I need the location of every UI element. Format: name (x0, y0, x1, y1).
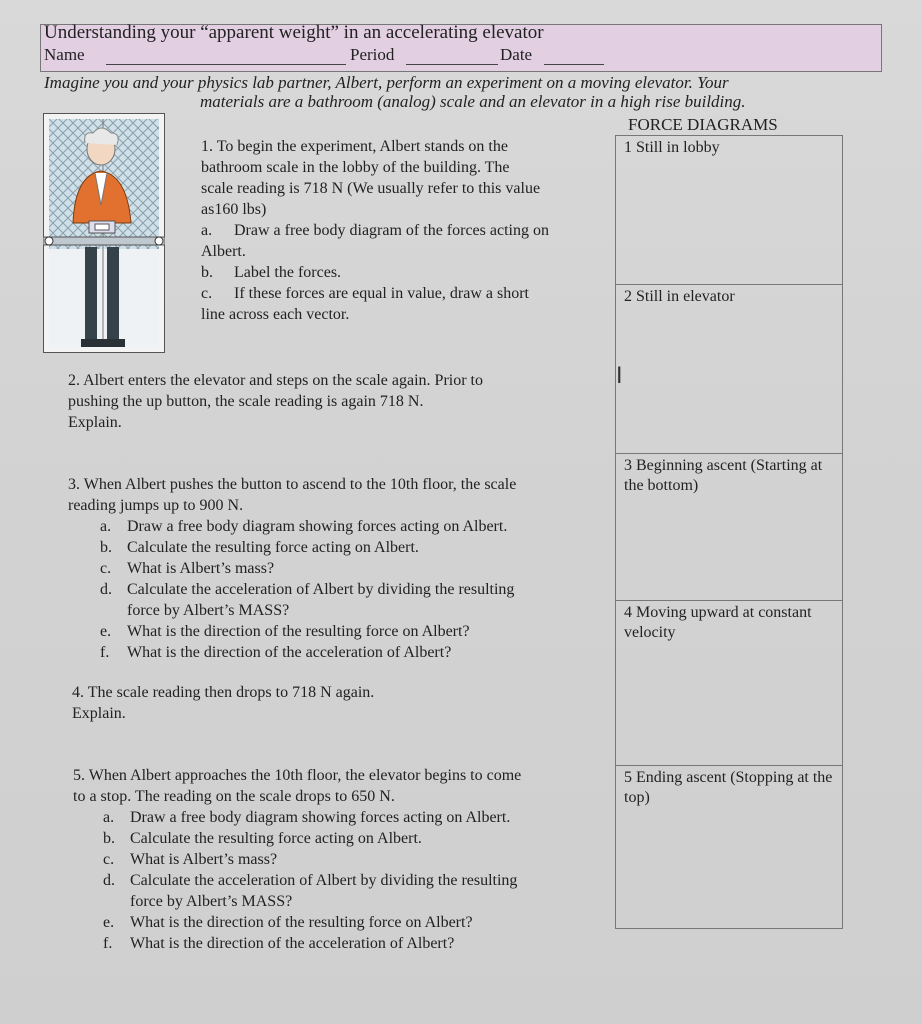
q5-item-d: d. Calculate the acceleration of Albert by dividing the resulting (103, 872, 518, 889)
q1-line: bathroom scale in the lobby of the building. The (201, 159, 510, 176)
q4-line: Explain. (72, 705, 126, 722)
name-label: Name (44, 45, 85, 64)
q1-item-b: b. Label the forces. (201, 264, 342, 281)
q5-line: to a stop. The reading on the scale drops to 650 N. (73, 788, 395, 805)
q4-line: 4. The scale reading then drops to 718 N again. (72, 684, 375, 701)
text-cursor-icon: I (616, 364, 623, 389)
q3-item-d: d. Calculate the acceleration of Albert by dividing the resulting (100, 581, 515, 598)
q1-line: 1. To begin the experiment, Albert stands on the (201, 138, 508, 155)
q3-line: reading jumps up to 900 N. (68, 497, 244, 514)
q5-line: 5. When Albert approaches the 10th floor, the elevator begins to come (73, 767, 522, 784)
q1-item-c: c. If these forces are equal in value, draw a short (201, 285, 529, 302)
date-label: Date (500, 45, 533, 64)
diagram-box-still-lobby[interactable]: 1 Still in lobby (615, 135, 843, 285)
q1-item-a-cont: Albert. (201, 243, 246, 260)
worksheet-title: Understanding your “apparent weight” in an accelerating elevator (44, 22, 544, 43)
period-blank[interactable] (406, 63, 498, 65)
q5-item-d-cont: force by Albert’s MASS? (130, 893, 293, 910)
question-1 (201, 136, 611, 325)
diagram-box-ending-ascent[interactable]: 5 Ending ascent (Stopping at the top) (615, 765, 843, 929)
question-3 (68, 474, 598, 663)
name-blank[interactable] (106, 63, 346, 65)
intro-line-2: materials are a bathroom (analog) scale and an elevator in a high rise building. (200, 92, 746, 111)
q5-item-a: a. Draw a free body diagram showing forces acting on Albert. (103, 809, 511, 826)
q2-line: pushing the up button, the scale reading is again 718 N. (68, 393, 424, 410)
q2-line: 2. Albert enters the elevator and steps on the scale again. Prior to (68, 372, 483, 389)
q1-item-c-cont: line across each vector. (201, 306, 350, 323)
question-4 (72, 682, 592, 724)
q1-line: scale reading is 718 N (We usually refer to this value (201, 180, 541, 197)
force-diagrams-title: FORCE DIAGRAMS (628, 115, 778, 134)
q3-item-e: e. What is the direction of the resulting force on Albert? (100, 623, 470, 640)
diagram-box-still-elevator[interactable]: 2 Still in elevator (615, 284, 843, 454)
diagram-box-constant-velocity[interactable]: 4 Moving upward at constant velocity (615, 600, 843, 766)
q2-line: Explain. (68, 414, 122, 431)
q5-item-c: c. What is Albert’s mass? (103, 851, 278, 868)
period-label: Period (350, 45, 395, 64)
q5-item-f: f. What is the direction of the acceleration of Albert? (103, 935, 455, 952)
elevator-illustration (43, 113, 165, 353)
q3-item-d-cont: force by Albert’s MASS? (127, 602, 290, 619)
diagram-box-beginning-ascent[interactable]: 3 Beginning ascent (Starting at the bottom) (615, 453, 843, 601)
date-blank[interactable] (544, 63, 604, 65)
q3-item-a: a. Draw a free body diagram showing forces acting on Albert. (100, 518, 508, 535)
intro-line-1: Imagine you and your physics lab partner, Albert, perform an experiment on a moving elevator. Your (44, 73, 729, 92)
q5-item-e: e. What is the direction of the resulting force on Albert? (103, 914, 473, 931)
q3-item-c: c. What is Albert’s mass? (100, 560, 275, 577)
q3-item-b: b. Calculate the resulting force acting on Albert. (100, 539, 419, 556)
q5-item-b: b. Calculate the resulting force acting on Albert. (103, 830, 422, 847)
q1-line: as160 lbs) (201, 201, 267, 218)
question-5 (73, 765, 603, 954)
question-2 (68, 370, 588, 433)
q3-item-f: f. What is the direction of the acceleration of Albert? (100, 644, 452, 661)
q1-item-a: a. Draw a free body diagram of the forces acting on (201, 222, 549, 239)
q3-line: 3. When Albert pushes the button to ascend to the 10th floor, the scale (68, 476, 517, 493)
